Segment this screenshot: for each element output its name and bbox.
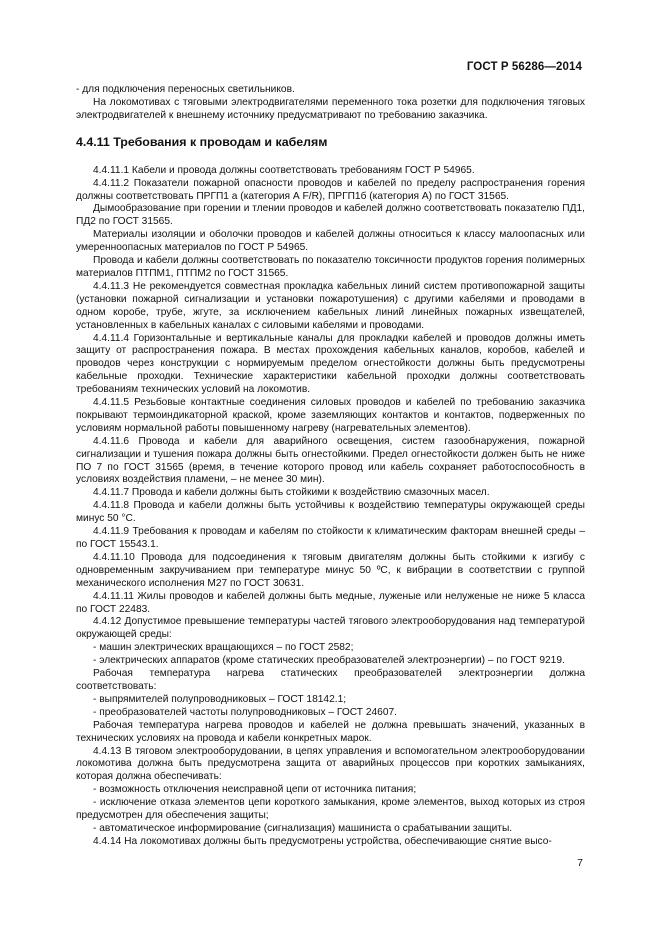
paragraph: 4.4.11.5 Резьбовые контактные соединения силовых проводов и кабелей по требованию заказчика покрывают термоиндикаторной краской, кроме заземляющих контактов и контактов, подверженных по условиям нормальной работы повышенному нагреву (нагревательных элементов). bbox=[76, 397, 585, 434]
paragraph: - выпрямителей полупроводниковых – ГОСТ 18142.1; bbox=[93, 693, 347, 705]
paragraph: 4.4.11.3 Не рекомендуется совместная прокладка кабельных линий систем противопожарной защиты (установки пожарной сигнализации и установки пожаротушения) с другими кабелями и проводами в одном коробе, трубе, жгуте, за исключением кабельных линий линейных пожарных извещателей, установленных в кабельных каналах с силовыми кабелями и проводами. bbox=[76, 280, 585, 331]
section-title: 4.4.11 Требования к проводам и кабелям bbox=[76, 134, 328, 149]
paragraph: 4.4.11.6 Провода и кабели для аварийного освещения, систем газообнаружения, пожарной сигнализации и тушения пожара должны быть огнестойкими. Предел огнестойкости должен быть не ниже ПО 7 по ГОСТ 31565 (время, в течение которого провод или кабель сохраняет работоспособность в условиях воздействия пламени, – не менее 30 мин). bbox=[76, 435, 585, 486]
paragraph: 4.4.11.4 Горизонтальные и вертикальные каналы для прокладки кабелей и проводов должны иметь защиту от распространения пожара. В местах прохождения кабельных каналов, коробов, кабелей и проводов через конструкции с нормируемым пределом огнестойкости должны быть предусмотрены кабельные проходки. Технические характеристики кабельной проходки должны соответствовать требованиям технических условий на локомотив. bbox=[76, 332, 585, 396]
paragraph: 4.4.14 На локомотивах должны быть предусмотрены устройства, обеспечивающие снятие высо- bbox=[93, 835, 552, 847]
paragraph: Рабочая температура нагрева проводов и кабелей не должна превышать значений, указанных в технических условиях на провода и кабели конкретных марок. bbox=[76, 719, 585, 744]
paragraph: Дымообразование при горении и тлении проводов и кабелей должно соответствовать показателю ПД1, ПД2 по ГОСТ 31565. bbox=[76, 203, 585, 228]
document-body bbox=[76, 84, 585, 849]
document-header-id: ГОСТ Р 56286—2014 bbox=[466, 61, 582, 73]
paragraph: - преобразователей частоты полупроводниковых – ГОСТ 24607. bbox=[93, 706, 397, 718]
paragraph: 4.4.11.9 Требования к проводам и кабелям по стойкости к климатическим факторам внешней среды – по ГОСТ 15543.1. bbox=[76, 526, 585, 550]
paragraph: - возможность отключения неисправной цепи от источника питания; bbox=[93, 784, 417, 796]
paragraph: - для подключения переносных светильников. bbox=[76, 84, 295, 95]
paragraph: - исключение отказа элементов цепи короткого замыкания, кроме элементов, выход которых из строя предусмотрен для обеспечения защиты; bbox=[76, 797, 585, 822]
paragraph: На локомотивах с тяговыми электродвигателями переменного тока розетки для подключения тяговых электродвигателей к внешнему источнику предусматривают по требованию заказчика. bbox=[76, 96, 585, 121]
paragraph: 4.4.11.11 Жилы проводов и кабелей должны быть медные, луженые или нелуженые не ниже 5 класса по ГОСТ 22483. bbox=[76, 590, 585, 615]
paragraph: 4.4.11.2 Показатели пожарной опасности проводов и кабелей по пределу распространения горения должны соответствовать ПРГП1 а (категория А F/R), ПРГП1б (категория А) по ГОСТ 31565. bbox=[76, 177, 585, 202]
section-paragraphs bbox=[76, 165, 585, 849]
paragraph: - автоматическое информирование (сигнализация) машиниста о срабатывании защиты. bbox=[93, 822, 513, 834]
paragraph: 4.4.11.8 Провода и кабели должны быть устойчивы к воздействию температуры окружающей среды минус 50 °С. bbox=[76, 500, 585, 525]
paragraph: - электрических аппаратов (кроме статических преобразователей электроэнергии) – по ГОСТ 9219. bbox=[93, 655, 565, 667]
paragraph: 4.4.13 В тяговом электрооборудовании, в цепях управления и вспомогательном электрооборудовании локомотива должна быть предусмотрена защита от аварийных процессов при коротких замыканиях, которая должна обеспечивать: bbox=[76, 745, 585, 783]
paragraph: 4.4.11.7 Провода и кабели должны быть стойкими к воздействию смазочных масел. bbox=[93, 487, 490, 499]
page-number: 7 bbox=[577, 857, 583, 869]
paragraph: Рабочая температура нагрева статических преобразователей электроэнергии должна соответствовать: bbox=[76, 668, 585, 692]
paragraph: 4.4.11.1 Кабели и провода должны соответствовать требованиям ГОСТ Р 54965. bbox=[93, 164, 475, 176]
paragraph: 4.4.12 Допустимое превышение температуры частей тягового электрооборудования над температурой окружающей среды: bbox=[76, 616, 585, 641]
intro-paragraphs bbox=[76, 84, 585, 123]
paragraph: 4.4.11.10 Провода для подсоединения к тяговым двигателям должны быть стойкими к изгибу с одновременным закручиванием при температуре минус 50 ºС, к вибрации в соответствии с группой механического исполнения М27 по ГОСТ 30631. bbox=[76, 551, 585, 589]
paragraph: Провода и кабели должны соответствовать по показателю токсичности продуктов горения полимерных материалов ПТПМ1, ПТПМ2 по ГОСТ 31565. bbox=[76, 255, 585, 279]
paragraph: - машин электрических вращающихся – по ГОСТ 2582; bbox=[93, 642, 354, 654]
paragraph: Материалы изоляции и оболочки проводов и кабелей должны относиться к классу малоопасных или умеренноопасных материалов по ГОСТ Р 54965. bbox=[76, 229, 585, 254]
